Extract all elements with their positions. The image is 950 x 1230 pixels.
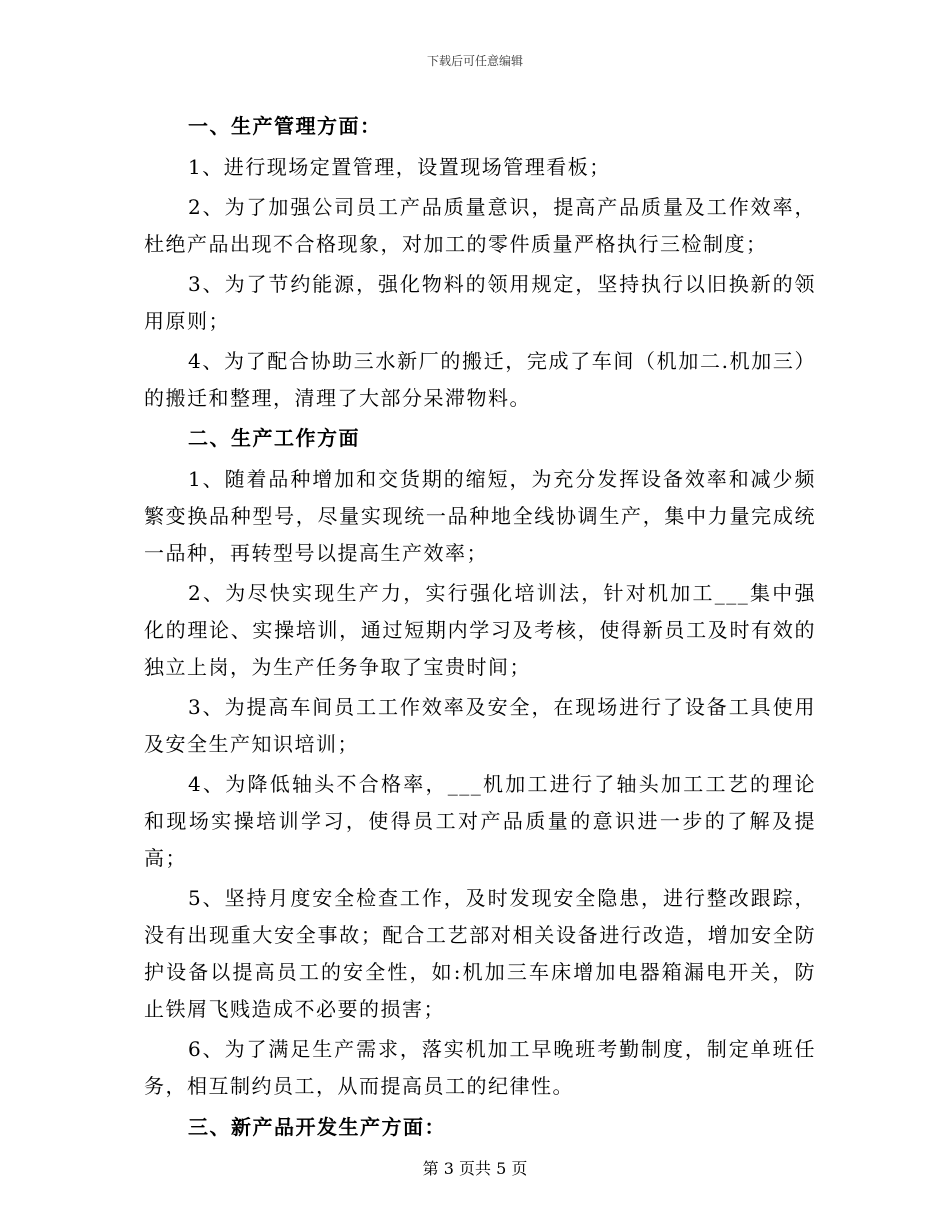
section-heading-production-management: 一、生产管理方面： xyxy=(188,114,382,138)
paragraph: 3、为提高车间员工工作效率及安全，在现场进行了设备工具使用及安全生产知识培训； xyxy=(144,695,816,756)
document-body xyxy=(144,108,816,1150)
paragraph: 1、随着品种增加和交货期的缩短，为充分发挥设备效率和减少频繁变换品种型号，尽量实现统一品种地全线协调生产，集中力量完成统一品种，再转型号以提高生产效率； xyxy=(144,467,816,565)
paragraph: 4、为降低轴头不合格率，___机加工进行了轴头加工工艺的理论和现场实操培训学习，使得员工对产品质量的意识进一步的了解及提高； xyxy=(144,772,816,870)
paragraph: 3、为了节约能源，强化物料的领用规定，坚持执行以旧换新的领用原则； xyxy=(144,272,816,333)
paragraph: 1、进行现场定置管理，设置现场管理看板； xyxy=(188,155,611,179)
page-header: 下载后可任意编辑 xyxy=(426,54,523,68)
section-heading-new-product: 三、新产品开发生产方面： xyxy=(188,1115,446,1139)
page-footer: 第 3 页共 5 页 xyxy=(422,1159,528,1178)
paragraph: 2、为尽快实现生产力，实行强化培训法，针对机加工___集中强化的理论、实操培训，通过短期内学习及考核，使得新员工及时有效的独立上岗，为生产任务争取了宝贵时间； xyxy=(144,581,816,679)
paragraph: 4、为了配合协助三水新厂的搬迁，完成了车间（机加二.机加三）的搬迁和整理，清理了大部分呆滞物料。 xyxy=(144,349,816,410)
paragraph: 5、坚持月度安全检查工作，及时发现安全隐患，进行整改跟踪，没有出现重大安全事故；配合工艺部对相关设备进行改造，增加安全防护设备以提高员工的安全性，如:机加三车床增加电器箱漏电开关，防止铁屑飞贱造成不必要的损害； xyxy=(144,886,816,1021)
section-heading-production-work: 二、生产工作方面 xyxy=(188,426,360,450)
paragraph: 2、为了加强公司员工产品质量意识，提高产品质量及工作效率，杜绝产品出现不合格现象，对加工的零件质量严格执行三检制度； xyxy=(144,195,816,256)
paragraph: 6、为了满足生产需求，落实机加工早晚班考勤制度，制定单班任务，相互制约员工，从而提高员工的纪律性。 xyxy=(144,1037,816,1098)
